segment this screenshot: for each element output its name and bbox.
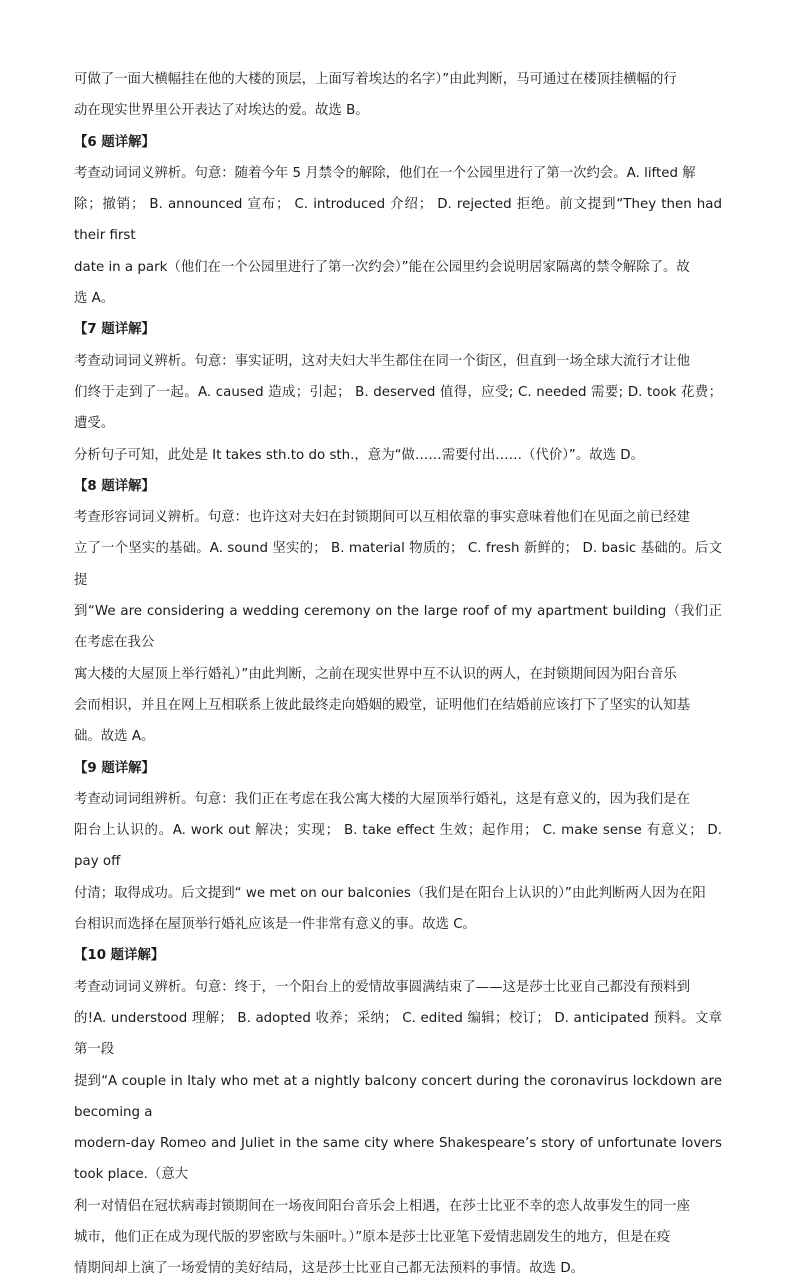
- text-line: 分析句子可知，此处是 It takes sth.to do sth.，意为“做……需要付出……（代价）”。故选 D。: [74, 447, 644, 463]
- text-line: 考查动词词义辨析。句意：终于，一个阳台上的爱情故事圆满结束了——这是莎士比亚自己都没有预料到: [74, 979, 690, 995]
- section-heading-q7: 【7 题详解】: [74, 322, 155, 338]
- text-line: 除；撤销； B. announced 宣布； C. introduced 介绍； D. rejected 拒绝。前文提到“They then had their first: [74, 197, 722, 244]
- text-line: 寓大楼的大屋顶上举行婚礼）”由此判断，之前在现实世界中互不认识的两人，在封锁期间因为阳台音乐: [74, 666, 677, 682]
- text-line: 可做了一面大横幅挂在他的大楼的顶层，上面写着埃达的名字）”由此判断，马可通过在楼顶挂横幅的行: [74, 72, 677, 87]
- answer-explanations: [74, 64, 722, 1285]
- section-heading-q9: 【9 题详解】: [74, 760, 155, 776]
- text-line: 础。故选 A。: [74, 729, 155, 745]
- text-line: 动在现实世界里公开表达了对埃达的爱。故选 B。: [74, 103, 369, 119]
- text-line: date in a park（他们在一个公园里进行了第一次约会）”能在公园里约会说明居家隔离的禁令解除了。故: [74, 259, 690, 275]
- text-line: 付清；取得成功。后文提到“ we met on our balconies（我们是在阳台上认识的）”由此判断两人因为在阳: [74, 885, 706, 901]
- text-line: 利一对情侣在冠状病毒封锁期间在一场夜间阳台音乐会上相遇，在莎士比亚不幸的恋人故事发生的同一座: [74, 1198, 690, 1214]
- section-heading-q6: 【6 题详解】: [74, 134, 155, 150]
- text-line: 情期间却上演了一场爱情的美好结局，这是莎士比亚自己都无法预料的事情。故选 D。: [74, 1261, 585, 1277]
- text-line: 到“We are considering a wedding ceremony on the large roof of my apartment building（我们正在考虑在我公: [74, 604, 722, 651]
- text-line: 考查动词词义辨析。句意：随着今年 5 月禁令的解除，他们在一个公园里进行了第一次约会。A. lifted 解: [74, 165, 696, 181]
- text-line: 城市，他们正在成为现代版的罗密欧与朱丽叶。）”原本是莎士比亚笔下爱情悲剧发生的地方，但是在疫: [74, 1229, 671, 1245]
- section-heading-q8: 【8 题详解】: [74, 478, 155, 494]
- section-heading-q10: 【10 题详解】: [74, 948, 165, 964]
- text-line: 会而相识，并且在网上互相联系上彼此最终走向婚姻的殿堂，证明他们在结婚前应该打下了坚实的认知基: [74, 697, 690, 713]
- text-line: 考查动词词组辨析。句意：我们正在考虑在我公寓大楼的大屋顶举行婚礼，这是有意义的，因为我们是在: [74, 791, 690, 807]
- text-line: 的!A. understood 理解； B. adopted 收养；采纳； C. edited 编辑；校订； D. anticipated 预料。文章第一段: [74, 1010, 722, 1058]
- text-line: 台相识而选择在屋顶举行婚礼应该是一件非常有意义的事。故选 C。: [74, 917, 476, 933]
- text-line: 考查动词词义辨析。句意：事实证明，这对夫妇大半生都住在同一个街区，但直到一场全球大流行才让他: [74, 353, 690, 369]
- text-line: modern-day Romeo and Juliet in the same city where Shakespeare’s story of unfortunate lovers took place.（意大: [74, 1136, 722, 1183]
- text-line: 们终于走到了一起。A. caused 造成；引起； B. deserved 值得，应受; C. needed 需要; D. took 花费；遭受。: [74, 384, 722, 432]
- text-line: 阳台上认识的。A. work out 解决；实现； B. take effect 生效；起作用； C. make sense 有意义； D. pay off: [74, 823, 722, 870]
- text-line: 立了一个坚实的基础。A. sound 坚实的； B. material 物质的； C. fresh 新鲜的； D. basic 基础的。后文提: [74, 541, 722, 588]
- text-line: 考查形容词词义辨析。句意：也许这对夫妇在封锁期间可以互相依靠的事实意味着他们在见面之前已经建: [74, 510, 690, 526]
- text-line: 选 A。: [74, 291, 115, 307]
- text-line: 提到“A couple in Italy who met at a nightly balcony concert during the coronavirus lockdown are becoming a: [74, 1073, 722, 1120]
